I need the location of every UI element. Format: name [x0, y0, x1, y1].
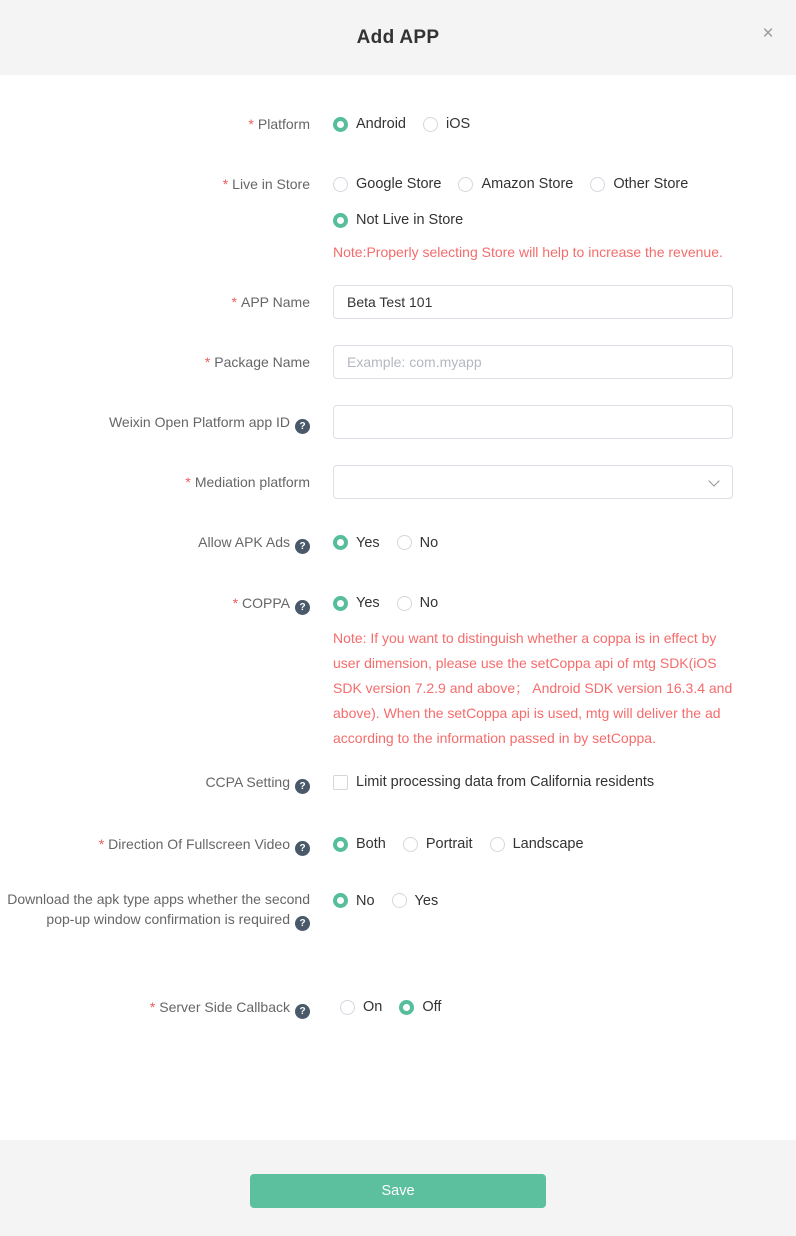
coppa-controls [333, 592, 735, 751]
radio-not-live-in-store[interactable] [333, 209, 463, 231]
ccpa-setting-row [0, 771, 796, 795]
apk-second-popup-row [0, 889, 796, 931]
radio-popup-no[interactable] [333, 890, 375, 912]
help-icon[interactable]: ? [295, 419, 310, 434]
required-marker: * [248, 116, 254, 132]
ccpa-setting-label: CCPA Setting ? [0, 771, 310, 794]
coppa-note: Note: If you want to distinguish whether a coppa is in effect by user dimension, please use the setCoppa api of mtg SDK(iOS SDK version 7.2.9 and above； Android SDK version 16.3.4 and above). When the setCoppa api is used, mtg will deliver the ad according to the information passed in by setCoppa. [333, 630, 733, 746]
direction-radio-group [333, 833, 584, 855]
radio-selected-icon [333, 117, 348, 132]
radio-callback-off[interactable] [399, 996, 441, 1018]
coppa-radio-group [333, 592, 735, 614]
platform-radio-group [333, 113, 470, 135]
radio-unselected-icon [423, 117, 438, 132]
radio-label: Other Store [613, 176, 689, 192]
coppa-row [0, 592, 796, 751]
radio-label: Off [422, 999, 442, 1015]
radio-selected-icon [333, 837, 348, 852]
radio-label: Not Live in Store [356, 212, 464, 228]
help-icon[interactable]: ? [295, 916, 310, 931]
close-icon[interactable]: × [762, 23, 774, 44]
mediation-platform-select[interactable] [333, 465, 733, 499]
radio-selected-icon [399, 1000, 414, 1015]
direction-label: * Direction Of Fullscreen Video ? [0, 833, 310, 856]
radio-label: Android [356, 116, 406, 132]
mediation-platform-row [0, 465, 796, 499]
server-side-callback-row [0, 996, 796, 1019]
radio-label: No [356, 892, 375, 909]
dialog-header [0, 0, 796, 75]
radio-unselected-icon [490, 837, 505, 852]
radio-unselected-icon [333, 177, 348, 192]
radio-apk-ads-no[interactable] [397, 532, 439, 554]
platform-row [0, 113, 796, 135]
save-button[interactable]: Save [250, 1174, 546, 1208]
radio-other-store[interactable] [590, 173, 688, 195]
radio-apk-ads-yes[interactable] [333, 532, 380, 554]
ccpa-checkbox[interactable] [333, 771, 654, 793]
platform-label: * Platform [248, 116, 310, 132]
radio-unselected-icon [392, 893, 407, 908]
allow-apk-ads-label: Allow APK Ads ? [0, 531, 310, 554]
dialog-title: Add APP [356, 26, 440, 48]
radio-label: Yes [356, 534, 380, 551]
help-icon[interactable]: ? [295, 779, 310, 794]
radio-direction-both[interactable] [333, 833, 386, 855]
radio-callback-on[interactable] [340, 996, 382, 1018]
radio-unselected-icon [458, 177, 473, 192]
help-icon[interactable]: ? [295, 841, 310, 856]
package-name-label: * Package Name [204, 354, 310, 370]
radio-coppa-yes[interactable] [333, 592, 380, 614]
radio-label: Amazon Store [481, 176, 574, 192]
mediation-platform-label: * Mediation platform [185, 474, 310, 490]
coppa-label: * COPPA ? [0, 592, 310, 615]
radio-label: Portrait [425, 836, 473, 852]
radio-unselected-icon [340, 1000, 355, 1015]
radio-direction-landscape[interactable] [490, 833, 584, 855]
radio-label: Yes [414, 892, 439, 909]
live-in-store-controls [333, 173, 723, 265]
required-marker: * [185, 474, 191, 490]
radio-label: Google Store [356, 176, 442, 192]
app-name-label: * APP Name [231, 294, 310, 310]
allow-apk-ads-row [0, 531, 796, 554]
radio-selected-icon [333, 893, 348, 908]
server-callback-radio-group [340, 996, 441, 1018]
help-icon[interactable]: ? [295, 539, 310, 554]
required-marker: * [149, 998, 156, 1015]
radio-unselected-icon [397, 535, 412, 550]
package-name-input[interactable] [333, 345, 733, 379]
radio-ios[interactable] [423, 113, 470, 135]
weixin-app-id-row [0, 405, 796, 439]
help-icon[interactable]: ? [295, 1004, 310, 1019]
radio-unselected-icon [403, 837, 418, 852]
radio-label: Yes [356, 595, 380, 611]
radio-selected-icon [333, 213, 348, 228]
store-note: Note:Properly selecting Store will help to increase the revenue. [333, 244, 723, 260]
radio-unselected-icon [397, 596, 412, 611]
radio-label: Both [356, 836, 386, 852]
radio-coppa-no[interactable] [397, 592, 439, 614]
radio-direction-portrait[interactable] [403, 833, 473, 855]
weixin-app-id-label: Weixin Open Platform app ID ? [0, 411, 310, 434]
radio-label: No [419, 595, 439, 611]
app-name-row [0, 285, 796, 319]
checkbox-label: Limit processing data from California residents [356, 774, 655, 790]
apk-second-popup-radio-group [333, 889, 438, 911]
radio-android[interactable] [333, 113, 406, 135]
server-side-callback-label: * Server Side Callback ? [0, 996, 310, 1019]
radio-label: No [419, 534, 439, 551]
direction-fullscreen-video-row [0, 833, 796, 856]
required-marker: * [204, 354, 211, 370]
radio-selected-icon [333, 535, 348, 550]
package-name-row [0, 345, 796, 379]
store-radio-group-row1 [333, 173, 723, 195]
store-radio-group-row2 [333, 209, 723, 231]
mediation-platform-value[interactable] [333, 465, 733, 499]
required-marker: * [232, 595, 239, 611]
checkbox-unchecked-icon [333, 775, 348, 790]
app-name-input[interactable] [333, 285, 733, 319]
radio-unselected-icon [590, 177, 605, 192]
allow-apk-ads-radio-group [333, 532, 438, 554]
help-icon[interactable]: ? [295, 600, 310, 615]
radio-selected-icon [333, 596, 348, 611]
radio-google-store[interactable] [333, 173, 441, 195]
radio-label: On [363, 999, 383, 1015]
apk-second-popup-label: Download the apk type apps whether the second pop-up window confirmation is required ? [7, 890, 310, 929]
required-marker: * [98, 835, 105, 852]
radio-label: Landscape [512, 836, 584, 852]
add-app-form [0, 75, 796, 1019]
radio-amazon-store[interactable] [458, 173, 573, 195]
weixin-app-id-input[interactable] [333, 405, 733, 439]
required-marker: * [231, 294, 237, 310]
live-in-store-label: * Live in Store [222, 176, 310, 192]
radio-popup-yes[interactable] [392, 890, 439, 912]
radio-label: iOS [445, 116, 471, 132]
required-marker: * [222, 176, 229, 192]
dialog-footer [0, 1140, 796, 1236]
live-in-store-row [0, 173, 796, 265]
